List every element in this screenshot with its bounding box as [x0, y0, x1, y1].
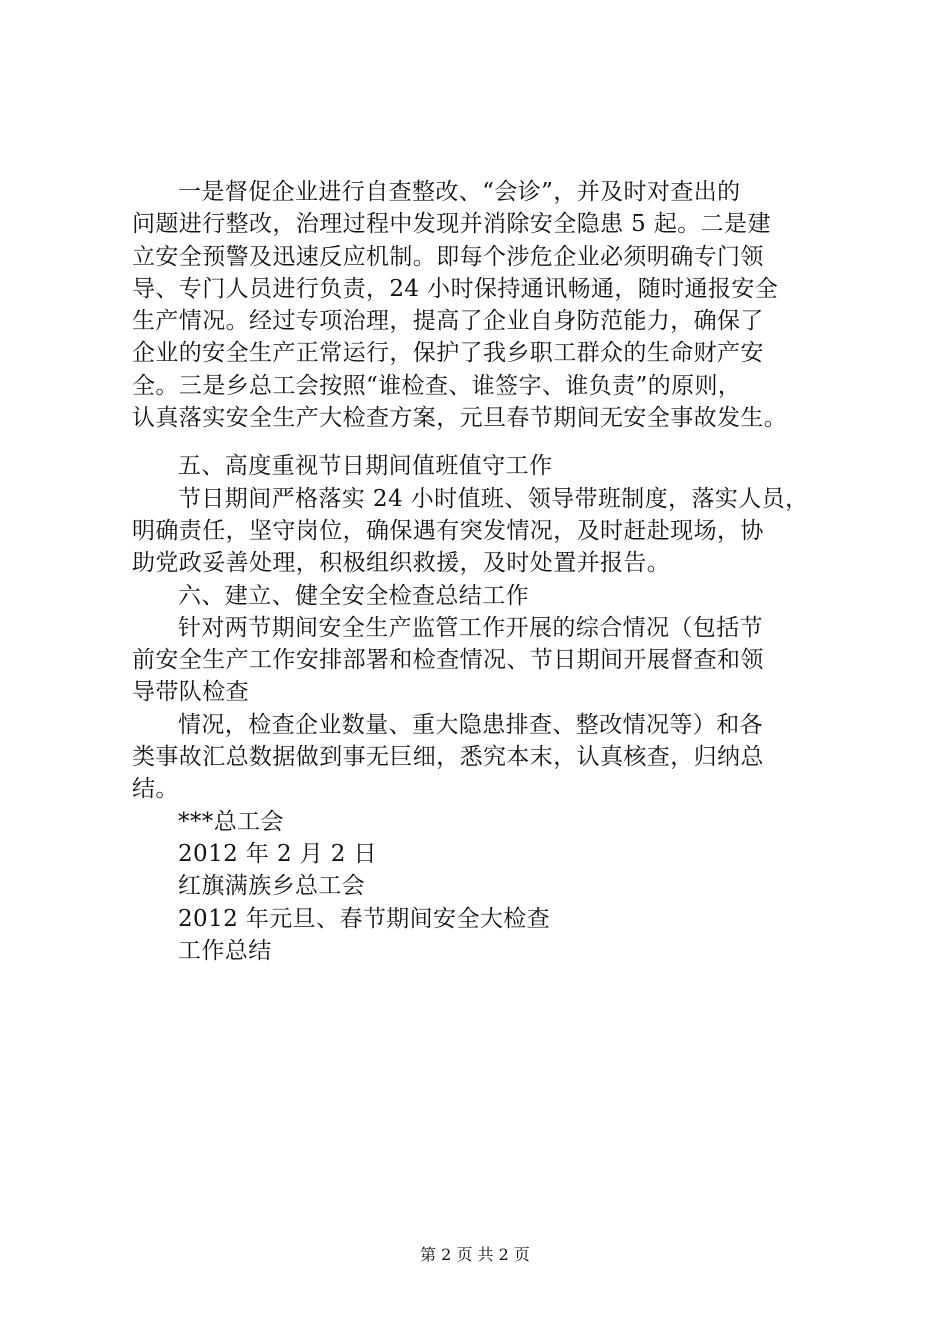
- section-6-line: 导带队检查: [132, 679, 249, 706]
- paragraph-1-line: 立安全预警及迅速反应机制。即每个涉危企业必须明确专门领: [132, 243, 764, 270]
- section-5-line: 明确责任，坚守岗位，确保遇有突发情况，及时赶赴现场，协: [132, 517, 764, 544]
- paragraph-1-line: 一是督促企业进行自查整改、“会诊”，并及时对查出的: [178, 179, 741, 205]
- doc-title-line: 2012 年元旦、春节期间安全大检查: [178, 905, 551, 932]
- signature: ***总工会: [178, 808, 284, 835]
- section-5-line: 助党政妥善处理，积极组织救援，及时处置并报告。: [132, 550, 671, 577]
- section-5-heading: 五、高度重视节日期间值班值守工作: [178, 453, 553, 480]
- document-body: [132, 176, 852, 967]
- section-6-heading: 六、建立、健全安全检查总结工作: [178, 582, 529, 609]
- paragraph-1-line: 企业的安全生产正常运行，保护了我乡职工群众的生命财产安: [132, 340, 764, 367]
- paragraph-1-line: 问题进行整改，治理过程中发现并消除安全隐患 5 起。二是建: [132, 211, 771, 238]
- doc-title-line: 工作总结: [178, 937, 272, 964]
- paragraph-1-line: 导、专门人员进行负责，24 小时保持通讯畅通，随时通报安全: [132, 275, 779, 302]
- section-6-cont-line: 情况，检查企业数量、重大隐患排查、整改情况等）和各: [178, 711, 763, 738]
- paragraph-spacer: [132, 434, 852, 450]
- signature-date: 2012 年 2 月 2 日: [178, 840, 377, 867]
- section-6-cont-line: 类事故汇总数据做到事无巨细，悉究本末，认真核查，归纳总: [132, 744, 764, 771]
- section-6-line: 针对两节期间安全生产监管工作开展的综合情况（包括节: [178, 614, 763, 641]
- paragraph-1-line: 认真落实安全生产大检查方案，元旦春节期间无安全事故发生。: [132, 405, 788, 432]
- org-name: 红旗满族乡总工会: [178, 873, 366, 900]
- paragraph-1-line: 生产情况。经过专项治理，提高了企业自身防范能力，确保了: [132, 308, 764, 335]
- section-6-cont-line: 结。: [132, 776, 179, 803]
- section-5-line: 节日期间严格落实 24 小时值班、领导带班制度，落实人员，: [178, 485, 809, 512]
- page-number-footer: 第 2 页 共 2 页: [420, 1245, 530, 1264]
- paragraph-1-line: 全。三是乡总工会按照“谁检查、谁签字、谁负责”的原则，: [132, 372, 742, 399]
- section-6-line: 前安全生产工作安排部署和检查情况、节日期间开展督查和领: [132, 647, 764, 674]
